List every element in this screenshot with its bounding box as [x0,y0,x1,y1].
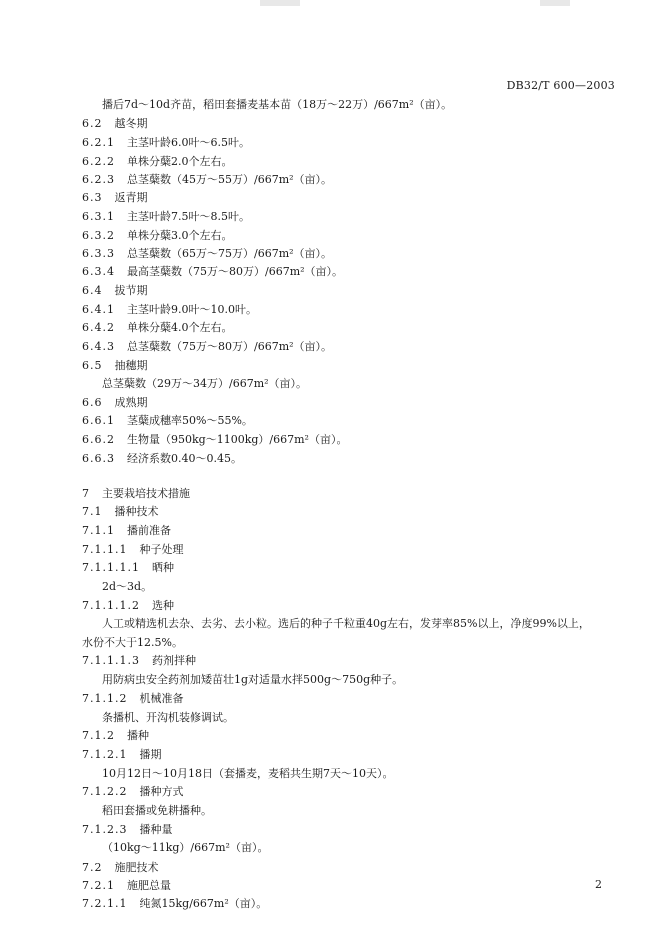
section-heading: 拔节期 [114,284,148,297]
paragraph-text: 2d～3d。 [102,580,153,593]
section-number: 7.1.1.1 [82,543,128,556]
text-line [82,117,148,131]
section-number: 6.6.3 [82,452,115,465]
section-heading: 单株分蘖2.0个左右。 [127,155,233,168]
section-number: 6.2.1 [82,136,115,149]
text-line [82,487,190,501]
page-number: 2 [595,878,602,891]
section-heading: 主茎叶龄6.0叶～6.5叶。 [127,136,250,149]
text-line [82,265,343,279]
section-heading: 纯氮15kg/667m²（亩）。 [139,897,268,910]
section-number: 6.2.3 [82,173,115,186]
section-heading: 选种 [151,599,174,612]
text-line [82,561,174,575]
section-heading: 机械准备 [139,692,184,705]
paragraph-text: 稻田套播或免耕播种。 [102,804,212,817]
section-number: 7.1.1.1.2 [82,599,140,612]
section-heading: 药剂拌种 [151,654,196,667]
paragraph-text: （10kg～11kg）/667m²（亩）。 [102,841,269,854]
text-line [82,748,161,762]
text-line [82,284,148,298]
text-line [82,505,159,519]
section-heading: 施肥技术 [114,861,159,874]
standard-code: DB32/T 600—2003 [506,79,615,92]
text-line [82,879,171,893]
section-number: 6.4.1 [82,303,115,316]
section-number: 6.4.3 [82,340,115,353]
section-number: 6.6.2 [82,433,115,446]
text-line [82,897,267,911]
section-heading: 主茎叶龄7.5叶～8.5叶。 [127,210,250,223]
text-line [82,136,250,150]
section-number: 6.3.3 [82,247,115,260]
section-number: 6.5 [82,359,103,372]
section-heading: 播前准备 [127,524,171,537]
text-line [102,767,393,781]
section-number: 7.2.1 [82,879,115,892]
section-number: 7.1.2 [82,729,115,742]
text-line [102,98,452,112]
text-line [82,524,171,538]
section-number: 7.2 [82,861,103,874]
section-number: 7.1.1.1.3 [82,654,140,667]
section-heading: 返青期 [114,191,148,204]
text-line [82,321,233,335]
section-number: 7.2.1.1 [82,897,128,910]
text-line [102,377,307,391]
paragraph-text: 用防病虫安全药剂加矮苗壮1g对适量水拌500g～750g种子。 [102,673,404,686]
text-line [82,729,149,743]
section-heading: 晒种 [151,561,174,574]
text-line [82,210,250,224]
text-line [102,617,590,631]
section-number: 7.1.2.2 [82,785,128,798]
section-number: 7.1.1 [82,524,115,537]
text-line [82,155,233,169]
text-line [102,841,268,855]
text-line [82,229,233,243]
text-line [82,636,183,650]
section-number: 7.1.2.3 [82,823,128,836]
section-heading: 茎蘖成穗率50%～55%。 [127,414,253,427]
paragraph-text: 播后7d～10d齐苗，稻田套播麦基本苗（18万～22万）/667m²（亩）。 [102,98,453,111]
text-line [82,543,183,557]
section-heading: 成熟期 [114,396,148,409]
section-heading: 抽穗期 [114,359,148,372]
section-number: 7.1 [82,505,103,518]
text-line [102,673,403,687]
text-line [82,654,196,668]
section-number: 6.3.4 [82,265,115,278]
text-line [82,414,253,428]
text-line [82,433,347,447]
section-heading: 主茎叶龄9.0叶～10.0叶。 [127,303,257,316]
paragraph-text: 条播机、开沟机装修调试。 [102,711,234,724]
section-number: 7.1.1.1.1 [82,561,140,574]
section-number: 6.3 [82,191,103,204]
section-heading: 单株分蘖4.0个左右。 [127,321,233,334]
text-line [82,359,148,373]
scan-artifact [540,0,570,6]
section-number: 6.6.1 [82,414,115,427]
section-heading: 播种 [127,729,149,742]
text-line [102,711,234,725]
section-heading: 经济系数0.40～0.45。 [127,452,242,465]
text-line [82,823,172,837]
section-number: 6.2.2 [82,155,115,168]
section-heading: 播种量 [139,823,173,836]
text-line [102,580,152,594]
section-number: 7.1.1.2 [82,692,128,705]
section-heading: 播种方式 [139,785,184,798]
section-heading: 总茎蘖数（75万～80万）/667m²（亩）。 [127,340,333,353]
paragraph-text: 总茎蘖数（29万～34万）/667m²（亩）。 [102,377,308,390]
section-heading: 越冬期 [114,117,148,130]
section-number: 6.4 [82,284,103,297]
section-heading: 主要栽培技术措施 [102,487,190,500]
text-line [82,785,183,799]
section-heading: 生物量（950kg～1100kg）/667m²（亩）。 [127,433,348,446]
section-heading: 播种技术 [114,505,159,518]
section-heading: 单株分蘖3.0个左右。 [127,229,233,242]
paragraph-text: 人工或精选机去杂、去劣、去小粒。选后的种子千粒重40g左右，发芽率85%以上，净度99%以上， [102,617,590,630]
text-line [82,452,242,466]
scan-artifact [260,0,300,6]
section-number: 6.3.1 [82,210,115,223]
section-number: 7.1.2.1 [82,748,128,761]
text-line [82,303,257,317]
section-heading: 施肥总量 [127,879,171,892]
text-line [82,247,332,261]
text-line [82,599,174,613]
section-heading: 总茎蘖数（65万～75万）/667m²（亩）。 [127,247,333,260]
section-heading: 种子处理 [139,543,184,556]
text-line [82,396,148,410]
section-heading: 播期 [139,748,162,761]
paragraph-text: 10月12日～10月18日（套播麦，麦稻共生期7天～10天）。 [102,767,394,780]
text-line [82,173,332,187]
text-line [82,191,148,205]
section-number: 6.6 [82,396,103,409]
section-number: 6.4.2 [82,321,115,334]
text-line [102,804,212,818]
section-heading: 总茎蘖数（45万～55万）/667m²（亩）。 [127,173,333,186]
text-line [82,861,159,875]
text-line [82,692,183,706]
section-number: 7 [82,487,90,500]
section-number: 6.2 [82,117,103,130]
section-number: 6.3.2 [82,229,115,242]
section-heading: 最高茎蘖数（75万～80万）/667m²（亩）。 [127,265,344,278]
paragraph-text: 水份不大于12.5%。 [82,636,183,649]
text-line [82,340,332,354]
